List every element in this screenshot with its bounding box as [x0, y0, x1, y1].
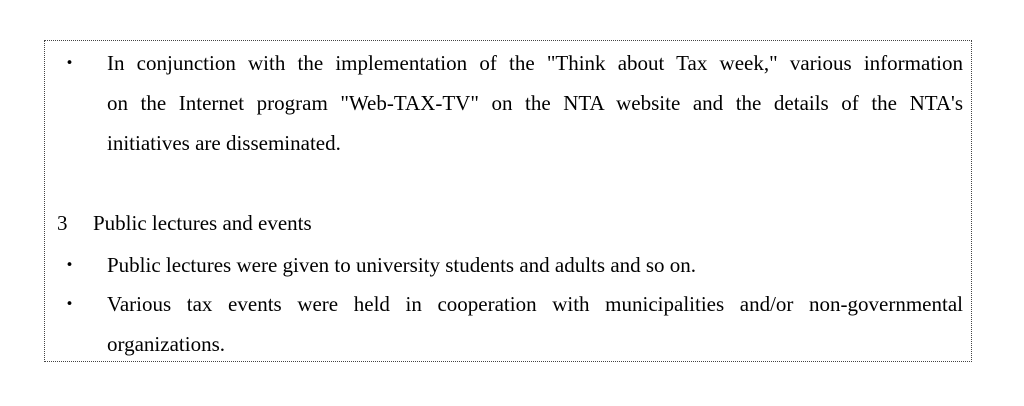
bullet-text-line: Various tax events were held in cooperation with municipalities and/or non-governmental	[107, 292, 963, 316]
bullet-icon: ・	[59, 292, 80, 316]
bullet-text-line: In conjunction with the implementation of the "Think about Tax week," various information	[107, 51, 963, 75]
bullet-text-line: organizations.	[107, 332, 226, 356]
bullet-text-line: initiatives are disseminated.	[107, 131, 341, 155]
bullet-icon: ・	[59, 253, 80, 277]
section-title: Public lectures and events	[93, 211, 312, 235]
bullet-text-line: on the Internet program "Web-TAX-TV" on the NTA website and the details of the NTA's	[107, 91, 963, 115]
section-number: 3	[57, 211, 68, 235]
content-box	[44, 40, 972, 362]
bullet-icon: ・	[59, 51, 80, 75]
bullet-text-line: Public lectures were given to university students and adults and so on.	[107, 253, 697, 277]
